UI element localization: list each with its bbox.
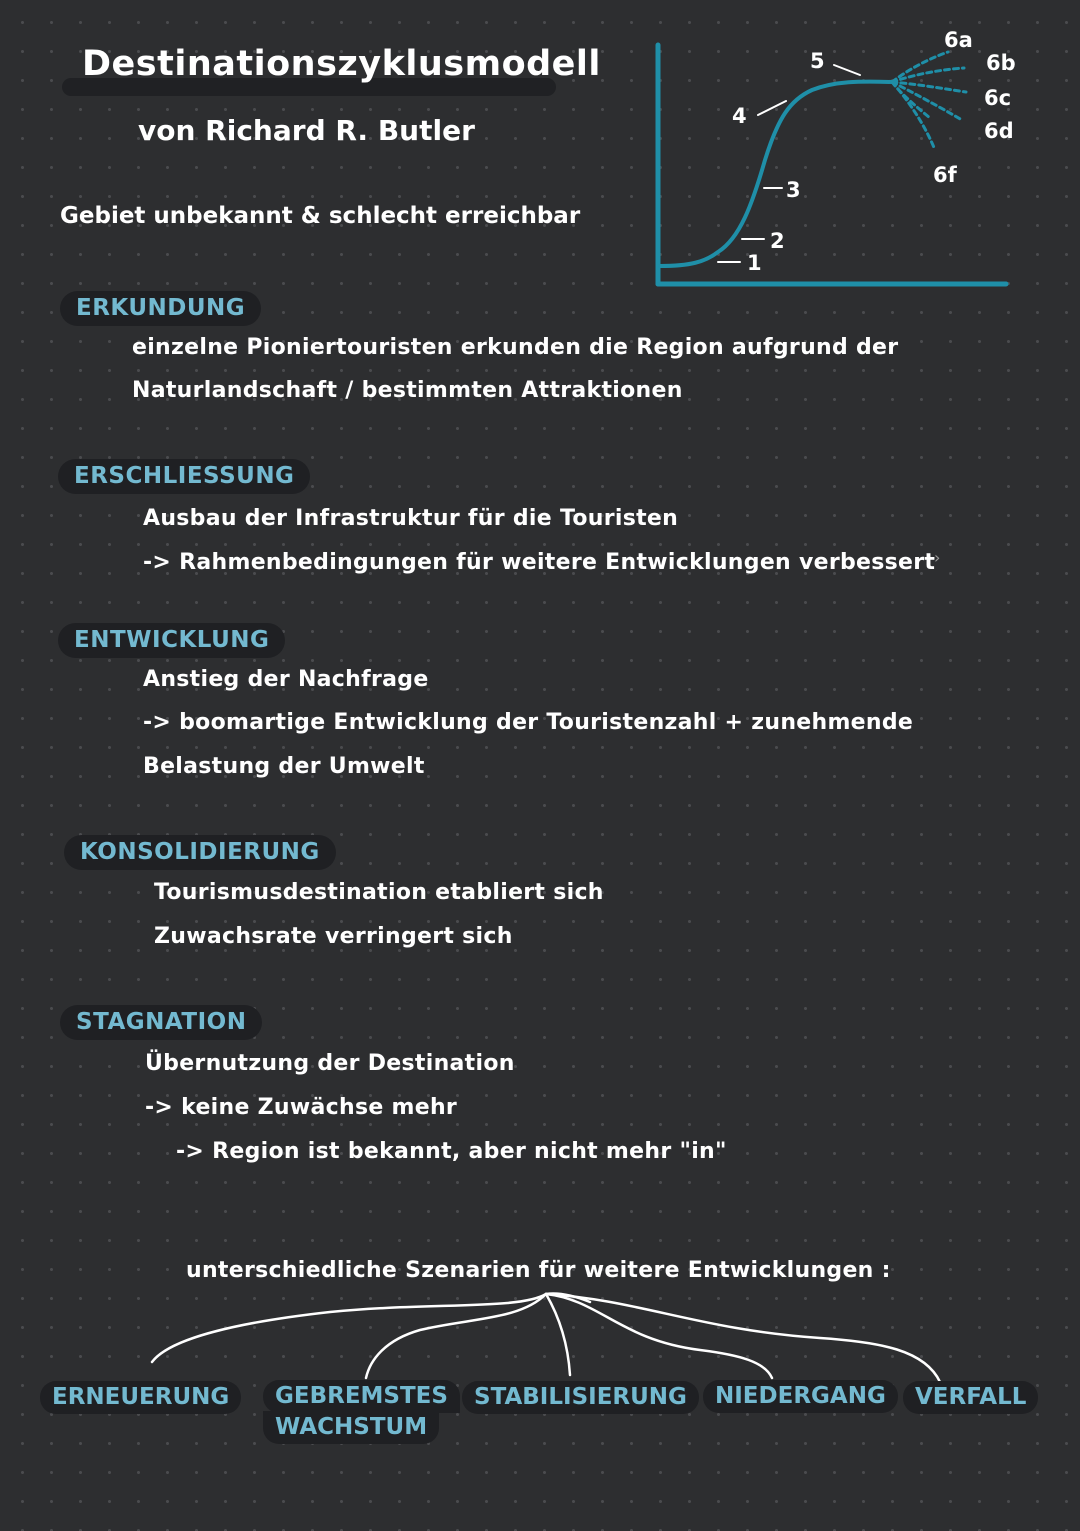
scenario-gebremstes-line-1: GEBREMSTES — [263, 1380, 460, 1413]
phase-label-entwicklung: ENTWICKLUNG — [58, 623, 285, 658]
phase-erkundung-line-1: einzelne Pioniertouristen erkunden die Region aufgrund der — [132, 335, 899, 360]
branch-niedergang — [546, 1294, 772, 1378]
phase-erschliessung-line-1: Ausbau der Infrastruktur für die Touristen — [143, 506, 679, 531]
scenario-gebremstes-wachstum — [263, 1380, 460, 1444]
marker-label-6b: 6b — [986, 51, 1016, 75]
phase-label-erkundung: ERKUNDUNG — [60, 291, 261, 326]
marker-label-2: 2 — [770, 229, 785, 253]
page-subtitle: von Richard R. Butler — [138, 114, 475, 147]
phase-entwicklung-line-1: Anstieg der Nachfrage — [143, 667, 429, 692]
marker-label-5: 5 — [810, 49, 825, 73]
phase-stagnation-line-2: -> keine Zuwächse mehr — [145, 1095, 458, 1120]
phase-konsolidierung-line-1: Tourismusdestination etabliert sich — [154, 880, 604, 905]
phase-entwicklung-line-2: -> boomartige Entwicklung der Touristenzahl + zunehmende — [143, 710, 914, 735]
marker-label-6a: 6a — [944, 28, 973, 52]
scenarios-heading: unterschiedliche Szenarien für weitere Entwicklungen : — [186, 1258, 891, 1283]
scenario-erneuerung: ERNEUERUNG — [40, 1381, 241, 1414]
scenario-stabilisierung: STABILISIERUNG — [462, 1381, 699, 1414]
phase-konsolidierung-line-2: Zuwachsrate verringert sich — [154, 924, 513, 949]
scenario-verfall: VERFALL — [903, 1381, 1038, 1414]
phase-erschliessung-line-2: -> Rahmenbedingungen für weitere Entwicklungen verbessert — [143, 550, 936, 575]
phase-entwicklung-line-3: Belastung der Umwelt — [143, 754, 425, 779]
marker-label-6c: 6c — [984, 86, 1012, 110]
phase-label-stagnation: STAGNATION — [60, 1005, 262, 1040]
intro-text: Gebiet unbekannt & schlecht erreichbar — [60, 203, 581, 229]
branch-stabilisierung — [546, 1294, 570, 1375]
phase-label-konsolidierung: KONSOLIDIERUNG — [64, 835, 336, 870]
phase-label-erschliessung: ERSCHLIESSUNG — [58, 459, 310, 494]
branch-erneuerung — [152, 1294, 546, 1362]
phase-stagnation-line-1: Übernutzung der Destination — [145, 1051, 515, 1076]
branch-verfall — [546, 1294, 940, 1382]
phase-stagnation-line-3: -> Region ist bekannt, aber nicht mehr "in" — [176, 1139, 727, 1164]
chevron-right-icon: › — [934, 548, 941, 567]
marker-label-6f: 6f — [933, 163, 957, 187]
marker-label-3: 3 — [786, 178, 801, 202]
marker-label-4: 4 — [732, 104, 747, 128]
marker-label-1: 1 — [747, 251, 762, 275]
scenario-niedergang: NIEDERGANG — [703, 1380, 898, 1413]
phase-erkundung-line-2: Naturlandschaft / bestimmten Attraktionen — [132, 378, 683, 403]
scenario-gebremstes-line-2: WACHSTUM — [263, 1411, 439, 1444]
marker-label-6d: 6d — [984, 119, 1014, 143]
page-title: Destinationszyklusmodell — [82, 44, 601, 84]
